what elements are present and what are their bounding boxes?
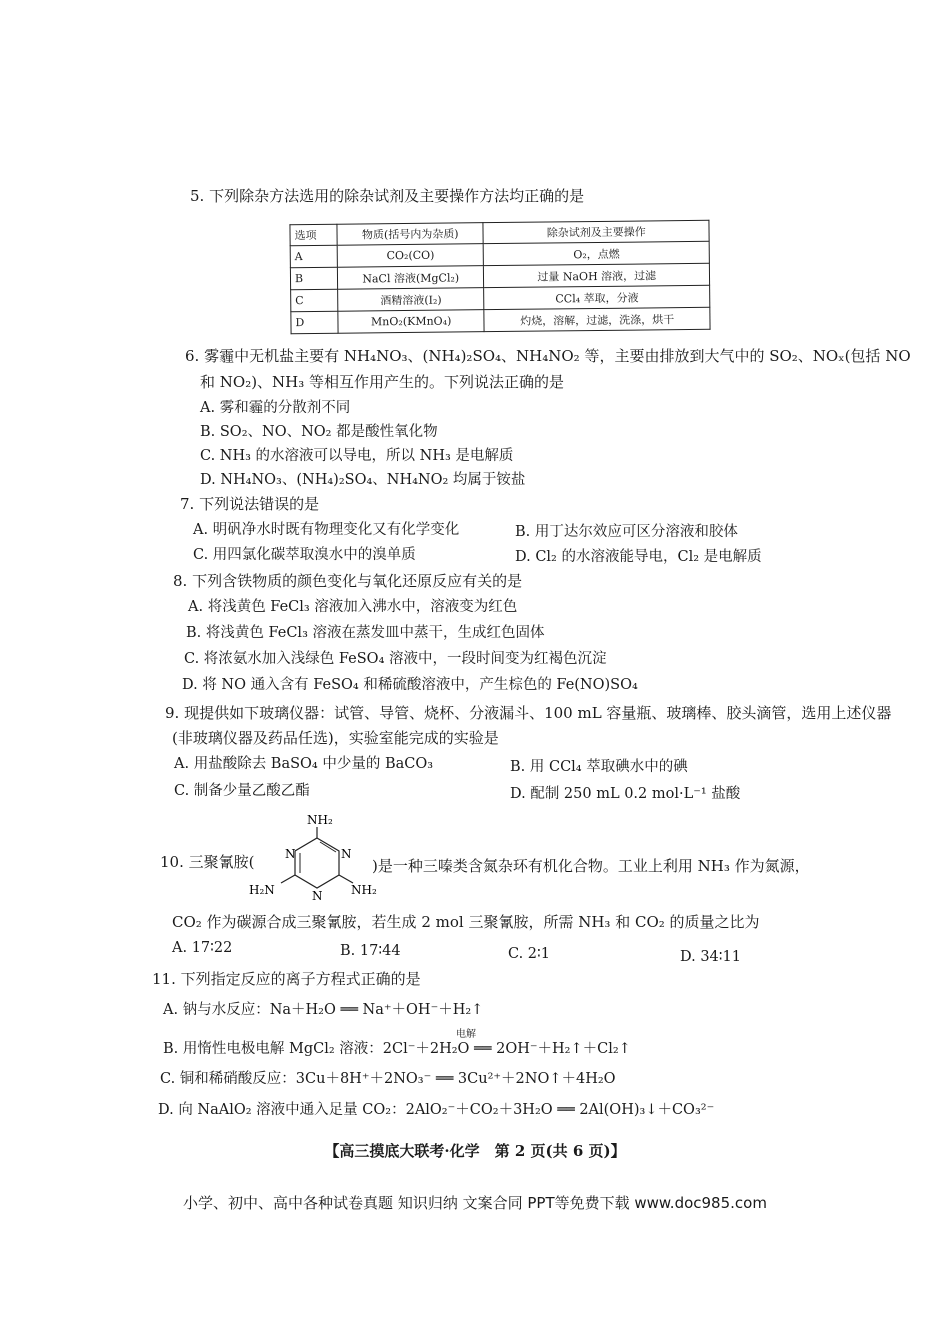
q9-option-a: A. 用盐酸除去 BaSO₄ 中少量的 BaCO₃ (174, 756, 434, 772)
table-cell: NaCl 溶液(MgCl₂) (337, 266, 484, 290)
q11-option-d: D. 向 NaAlO₂ 溶液中通入足量 CO₂：2AlO₂⁻＋CO₂＋3H₂O ══ 2Al(OH)₃↓＋CO₃²⁻ (158, 1102, 715, 1118)
molecule-n-right: N (341, 847, 352, 861)
molecule-label-right: NH₂ (351, 883, 377, 897)
q7-option-a: A. 明矾净水时既有物理变化又有化学变化 (193, 522, 460, 538)
table-cell: 酒精溶液(I₂) (338, 288, 485, 312)
table-cell: 灼烧，溶解，过滤，洗涤，烘干 (484, 307, 710, 331)
q11-option-b: B. 用惰性电极电解 MgCl₂ 溶液：2Cl⁻＋2H₂O ══ 2OH⁻＋H₂↑＋Cl₂↑ (163, 1041, 631, 1057)
q10-stem-before: 10. 三聚氰胺( (160, 853, 255, 871)
q11-electrolysis-label: 电解 (456, 1029, 476, 1040)
q6-option-b: B. SO₂、NO、NO₂ 都是酸性氧化物 (200, 424, 438, 440)
q8-stem: 8. 下列含铁物质的颜色变化与氧化还原反应有关的是 (173, 572, 523, 590)
table-header-cell: 除杂试剂及主要操作 (483, 220, 709, 243)
q11-option-c: C. 铜和稀硝酸反应：3Cu＋8H⁺＋2NO₃⁻ ══ 3Cu²⁺＋2NO↑＋4H₂O (160, 1071, 616, 1087)
q5-stem: 5. 下列除杂方法选用的除杂试剂及主要操作方法均正确的是 (190, 187, 585, 205)
table-row (291, 307, 710, 333)
molecule-n-left: N (285, 847, 296, 861)
table-cell: 过量 NaOH 溶液，过滤 (484, 263, 710, 287)
table-cell: C (291, 289, 338, 311)
q7-option-c: C. 用四氯化碳萃取溴水中的溴单质 (193, 547, 416, 563)
table-header-cell: 选项 (290, 224, 337, 245)
molecule-label-top: NH₂ (307, 813, 333, 827)
q8-option-b: B. 将浅黄色 FeCl₃ 溶液在蒸发皿中蒸干，生成红色固体 (186, 625, 545, 641)
q10-option-d: D. 34∶11 (680, 949, 742, 965)
melamine-structure (245, 812, 385, 902)
q9-stem-line2: (非玻璃仪器及药品任选)，实验室能完成的实验是 (172, 729, 499, 747)
q11-stem: 11. 下列指定反应的离子方程式正确的是 (152, 970, 421, 988)
q6-stem-line1: 6. 雾霾中无机盐主要有 NH₄NO₃、(NH₄)₂SO₄、NH₄NO₂ 等，主要由排放到大气中的 SO₂、NOₓ(包括 NO (185, 347, 911, 365)
table-cell: MnO₂(KMnO₄) (338, 310, 485, 334)
q10-option-b: B. 17∶44 (340, 943, 401, 959)
q7-option-d: D. Cl₂ 的水溶液能导电，Cl₂ 是电解质 (515, 549, 762, 565)
q7-option-b: B. 用丁达尔效应可区分溶液和胶体 (515, 524, 738, 540)
table-cell: B (290, 267, 337, 289)
q6-option-d: D. NH₄NO₃、(NH₄)₂SO₄、NH₄NO₂ 均属于铵盐 (200, 472, 526, 488)
q5-table (289, 220, 710, 334)
q10-stem-line2: CO₂ 作为碳源合成三聚氰胺，若生成 2 mol 三聚氰胺，所需 NH₃ 和 CO₂ 的质量之比为 (172, 913, 760, 931)
q11-option-a: A. 钠与水反应：Na＋H₂O ══ Na⁺＋OH⁻＋H₂↑ (163, 1002, 484, 1018)
table-header-cell: 物质(括号内为杂质) (337, 223, 484, 246)
q9-option-d: D. 配制 250 mL 0.2 mol·L⁻¹ 盐酸 (510, 786, 741, 802)
table-cell: CO₂(CO) (337, 244, 484, 268)
q8-option-a: A. 将浅黄色 FeCl₃ 溶液加入沸水中，溶液变为红色 (188, 599, 518, 615)
q6-option-a: A. 雾和霾的分散剂不同 (200, 400, 351, 416)
q9-option-c: C. 制备少量乙酸乙酯 (174, 783, 310, 799)
table-cell: O₂，点燃 (484, 241, 710, 265)
q10-option-c: C. 2∶1 (508, 946, 551, 962)
q8-option-d: D. 将 NO 通入含有 FeSO₄ 和稀硫酸溶液中，产生棕色的 Fe(NO)SO₄ (182, 677, 638, 693)
q9-stem-line1: 9. 现提供如下玻璃仪器：试管、导管、烧杯、分液漏斗、100 mL 容量瓶、玻璃棒、胶头滴管，选用上述仪器 (165, 704, 892, 722)
bottom-ad-text: 小学、初中、高中各种试卷真题 知识归纳 文案合同 PPT等免费下载 www.doc985.com (183, 1194, 767, 1212)
table-cell: D (291, 311, 338, 333)
q10-option-a: A. 17∶22 (172, 940, 233, 956)
page-footer: 【高三摸底大联考·化学 第 2 页(共 6 页)】 (324, 1142, 626, 1160)
table-cell: A (290, 245, 337, 267)
q8-option-c: C. 将浓氨水加入浅绿色 FeSO₄ 溶液中，一段时间变为红褐色沉淀 (184, 651, 607, 667)
molecule-label-left: H₂N (249, 883, 275, 897)
table-cell: CCl₄ 萃取，分液 (484, 285, 710, 309)
q6-option-c: C. NH₃ 的水溶液可以导电，所以 NH₃ 是电解质 (200, 448, 514, 464)
q6-stem-line2: 和 NO₂)、NH₃ 等相互作用产生的。下列说法正确的是 (200, 373, 565, 391)
q9-option-b: B. 用 CCl₄ 萃取碘水中的碘 (510, 759, 688, 775)
molecule-n-bottom: N (312, 889, 323, 902)
q10-stem-after: )是一种三嗪类含氮杂环有机化合物。工业上利用 NH₃ 作为氮源， (372, 857, 810, 875)
q7-stem: 7. 下列说法错误的是 (180, 495, 320, 513)
